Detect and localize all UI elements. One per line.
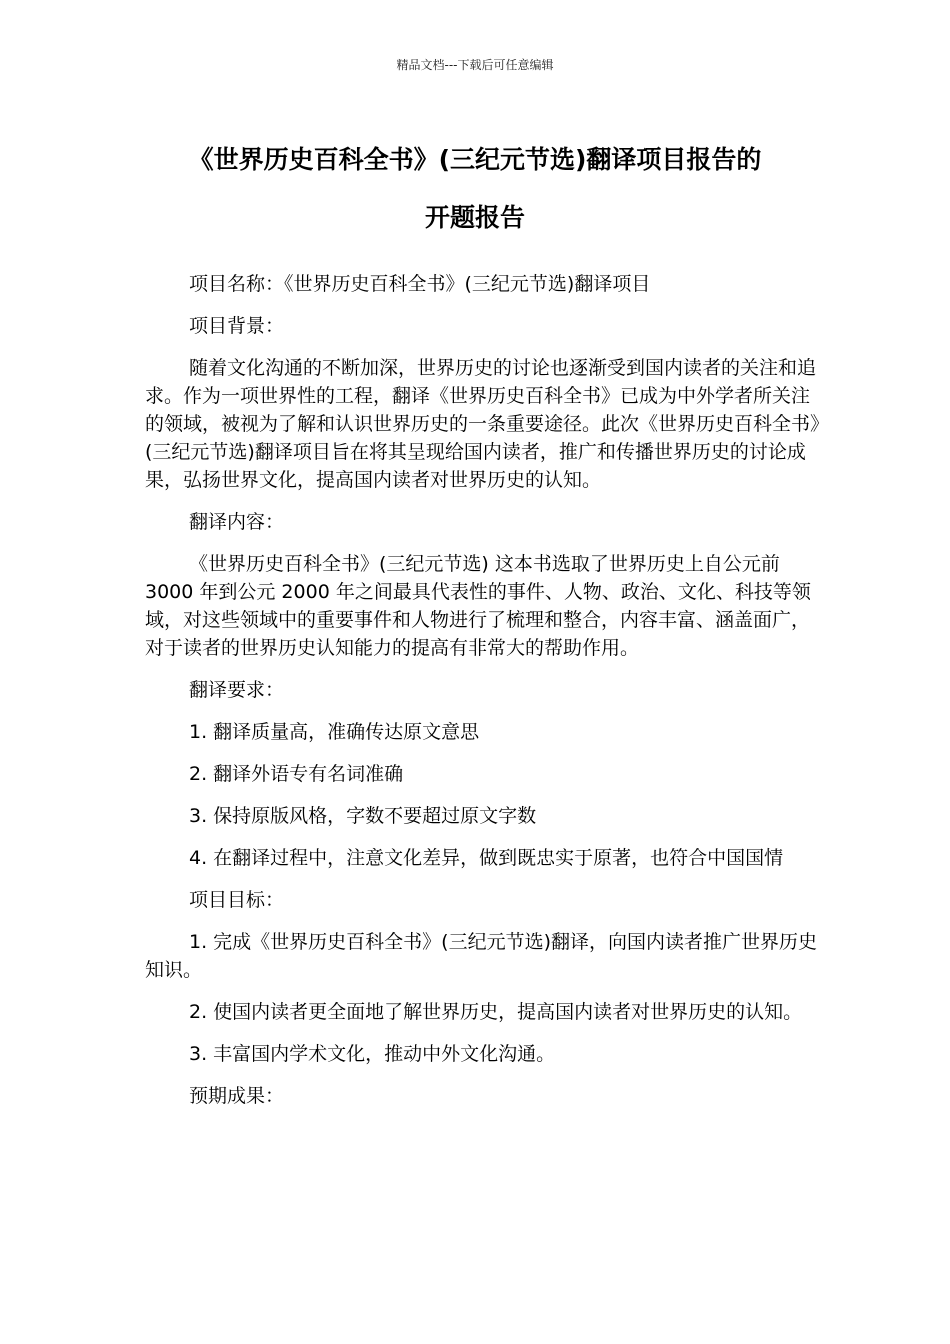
content-paragraph: 《世界历史百科全书》(三纪元节选) 这本书选取了世界历史上自公元前 3000 年到公元 2000 年之间最具代表性的事件、人物、政治、文化、科技等领域，对这些领域中的重要事件和人物进行了梳理和整合，内容丰富、涵盖面广，对于读者的世界历史认知能力的提高有非常大的帮助作用。	[145, 553, 811, 659]
requirement-item: 1. 翻译质量高，准确传达原文意思	[189, 721, 480, 743]
requirement-item: 2. 翻译外语专有名词准确	[189, 763, 404, 785]
title-line-1: 《世界历史百科全书》(三纪元节选)翻译项目报告的	[188, 145, 762, 174]
section-heading-requirements: 翻译要求：	[189, 679, 285, 701]
section-heading-goals: 项目目标：	[189, 889, 285, 911]
project-name-line: 项目名称：《世界历史百科全书》(三纪元节选)翻译项目	[189, 273, 651, 295]
title-line-2: 开题报告	[424, 203, 525, 232]
goal-item: 2. 使国内读者更全面地了解世界历史，提高国内读者对世界历史的认知。	[189, 1001, 803, 1023]
background-paragraph: 随着文化沟通的不断加深，世界历史的讨论也逐渐受到国内读者的关注和追求。作为一项世界性的工程，翻译《世界历史百科全书》已成为中外学者所关注的领域，被视为了解和认识世界历史的一条重要途径。此次《世界历史百科全书》(三纪元节选)翻译项目旨在将其呈现给国内读者，推广和传播世界历史的讨论成果，弘扬世界文化，提高国内读者对世界历史的认知。	[145, 357, 820, 491]
section-heading-background: 项目背景：	[189, 315, 285, 337]
requirement-item: 3. 保持原版风格，字数不要超过原文字数	[189, 805, 537, 827]
document-body	[145, 270, 820, 1124]
page-title	[60, 131, 890, 247]
header-note: 精品文档---下载后可任意编辑	[396, 58, 554, 72]
requirement-item: 4. 在翻译过程中，注意文化差异，做到既忠实于原著，也符合中国国情	[189, 847, 784, 869]
goal-item: 3. 丰富国内学术文化，推动中外文化沟通。	[189, 1043, 556, 1065]
section-heading-content: 翻译内容：	[189, 511, 285, 533]
section-heading-expected-results: 预期成果：	[189, 1085, 285, 1107]
goal-item: 1. 完成《世界历史百科全书》(三纪元节选)翻译，向国内读者推广世界历史知识。	[145, 931, 817, 981]
